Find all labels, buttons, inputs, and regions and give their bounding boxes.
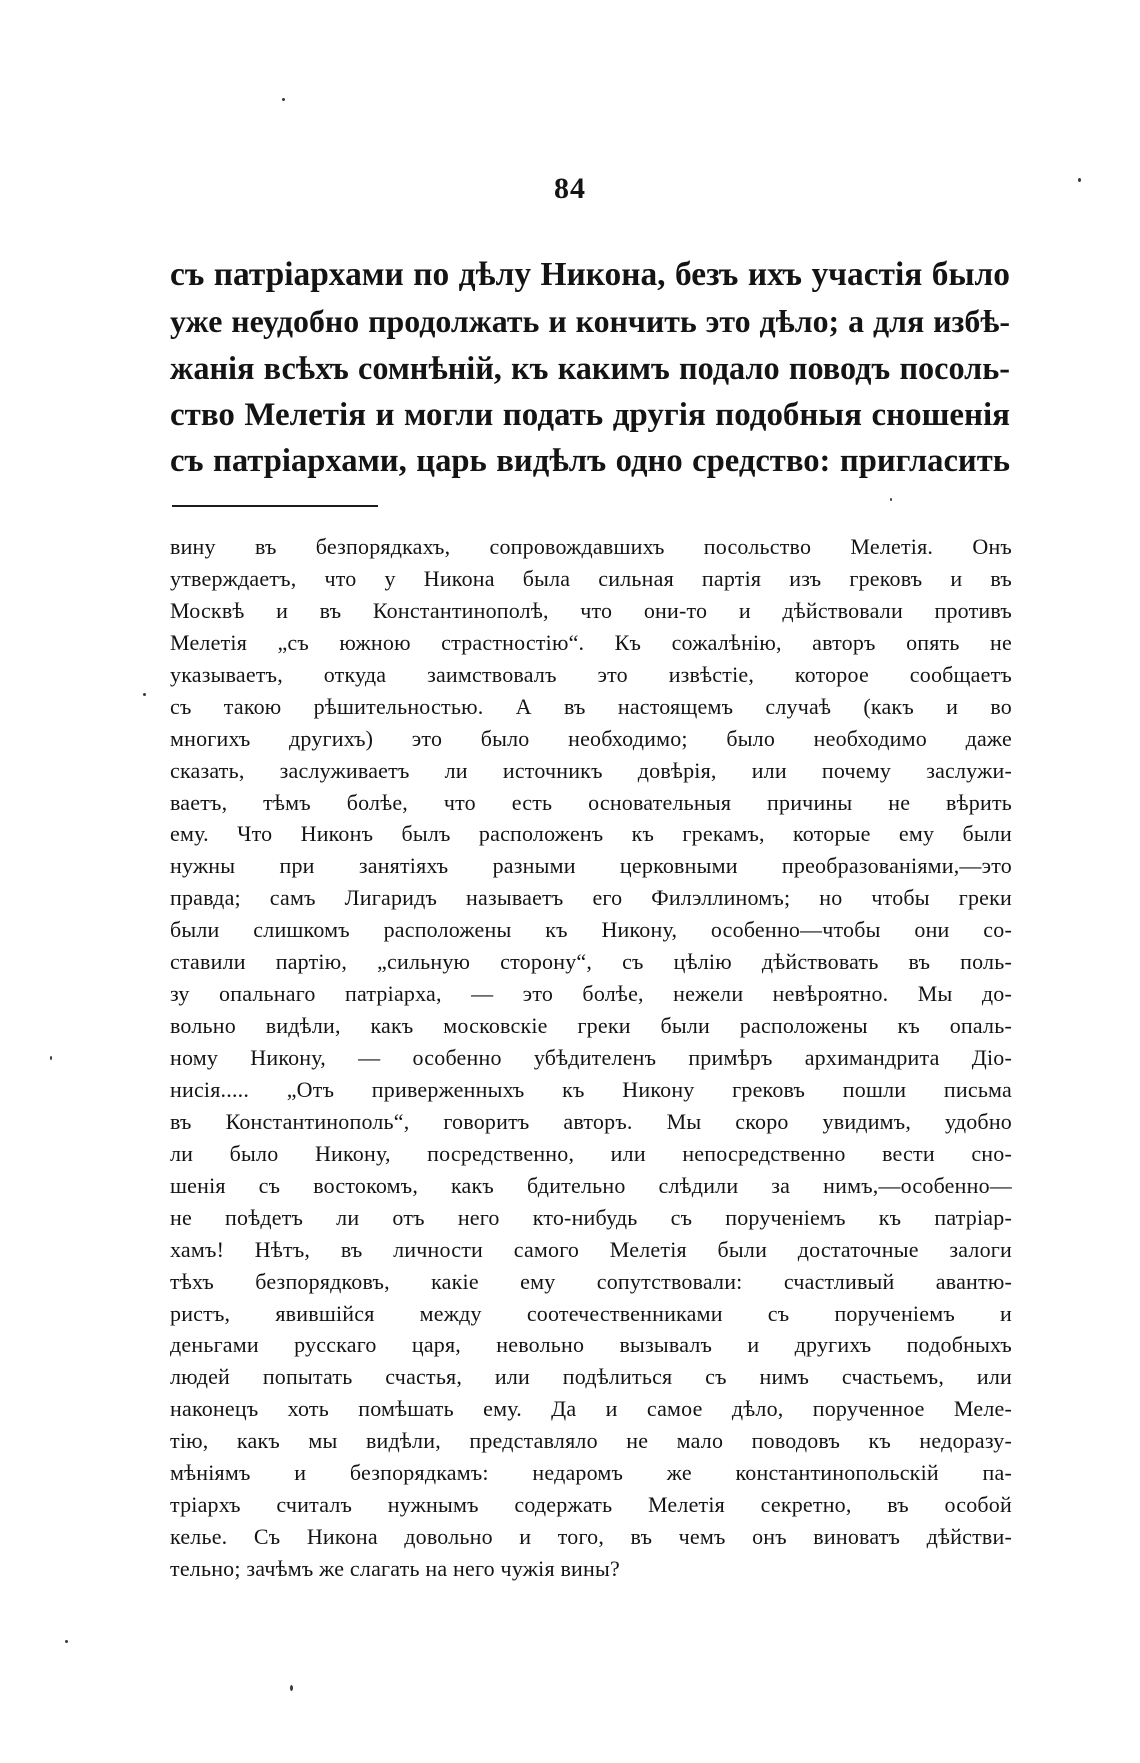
footnote-line: утверждаетъ, что у Никона была сильная партія изъ грековъ и въ (170, 565, 1012, 591)
footnote-line: шенія съ востокомъ, какъ бдительно слѣдили за нимъ,—особенно— (170, 1172, 1012, 1198)
footnote-line: многихъ другихъ) это было необходимо; было необходимо даже (170, 725, 1012, 751)
scan-speck (282, 98, 285, 101)
footnote-line: правда; самъ Лигаридъ называетъ его Филэллиномъ; но чтобы греки (170, 885, 1012, 911)
footnote-line: въ Константинополь“, говоритъ авторъ. Мы скоро увидимъ, удобно (170, 1108, 1012, 1134)
main-text-line: съ патріархами, царь видѣлъ одно средство: пригласить (170, 443, 1010, 479)
footnote-line: вольно видѣли, какъ московскіе греки были расположены къ опаль- (170, 1013, 1012, 1039)
footnote-line: мѣніямъ и безпорядкамъ: недаромъ же константинопольскій па- (170, 1460, 1012, 1486)
scan-speck (50, 1056, 52, 1060)
scan-speck (143, 693, 146, 696)
footnote-line: людей попытать счастья, или подѣлиться съ нимъ счастьемъ, или (170, 1364, 1012, 1390)
main-text-line: съ патріархами по дѣлу Никона, безъ ихъ участія было (170, 256, 1010, 293)
footnote-line: вину въ безпорядкахъ, сопровождавшихъ посольство Мелетія. Онъ (170, 534, 1012, 559)
footnote-line: ному Никону, — особенно убѣдителенъ примѣръ архимандрита Діо- (170, 1045, 1012, 1070)
footnote-line: деньгами русскаго царя, невольно вызывалъ и другихъ подобныхъ (170, 1332, 1012, 1358)
scan-speck (290, 1685, 293, 1691)
footnote-line: указываетъ, откуда заимствовалъ это извѣстіе, которое сообщаетъ (170, 661, 1012, 687)
footnote-text (170, 531, 1012, 1585)
footnote-line: не поѣдетъ ли отъ него кто-нибудь съ порученіемъ къ патріар- (170, 1204, 1012, 1230)
footnote-line: нисія..... „Отъ приверженныхъ къ Никону грековъ пошли письма (170, 1076, 1012, 1102)
footnote-line: наконецъ хоть помѣшать ему. Да и самое дѣло, порученное Меле- (170, 1396, 1012, 1422)
footnote-line: ваетъ, тѣмъ болѣе, что есть основательныя причины не вѣрить (170, 789, 1012, 815)
footnote-line: тріархъ считалъ нужнымъ содержать Мелетія секретно, въ особой (170, 1492, 1012, 1518)
footnote-line: ставили партію, „сильную сторону“, съ цѣлію дѣйствовать въ поль- (170, 949, 1012, 975)
footnote-line: Москвѣ и въ Константинополѣ, что они-то и дѣйствовали противъ (170, 597, 1012, 623)
main-text-line: ство Мелетія и могли подать другія подобныя сношенія (170, 396, 1010, 433)
footnote-line: съ такою рѣшительностью. А въ настоящемъ случаѣ (какъ и во (170, 693, 1012, 719)
footnote-line: хамъ! Нѣтъ, въ личности самого Мелетія были достаточные залоги (170, 1236, 1012, 1262)
footnote-line: были слишкомъ расположены къ Никону, особенно—чтобы они со- (170, 917, 1012, 943)
scan-speck (65, 1640, 68, 1643)
footnote-line: нужны при занятіяхъ разными церковными преобразованіями,—это (170, 853, 1012, 879)
footnote-line: ли было Никону, посредственно, или непосредственно вести сно- (170, 1140, 1012, 1166)
footnote-line: тѣхъ безпорядковъ, какіе ему сопутствовали: счастливый авантю- (170, 1268, 1012, 1294)
page-number: 84 (554, 172, 586, 205)
footnote-line: ему. Что Никонъ былъ расположенъ къ грекамъ, которые ему были (170, 821, 1012, 847)
main-text-line: уже неудобно продолжать и кончить это дѣло; а для избѣ- (170, 303, 1010, 339)
footnote-line: ристъ, явившійся между соотечественниками съ порученіемъ и (170, 1300, 1012, 1326)
footnote-separator (172, 505, 378, 507)
footnote-line: Мелетія „съ южною страстностію“. Къ сожалѣнію, авторъ опять не (170, 629, 1012, 655)
scan-speck (1078, 178, 1081, 182)
footnote-line: келье. Съ Никона довольно и того, въ чемъ онъ виноватъ дѣйстви- (170, 1524, 1012, 1550)
scan-speck (890, 498, 892, 501)
footnote-line: сказать, заслуживаетъ ли источникъ довѣрія, или почему заслужи- (170, 757, 1012, 783)
main-text-line: жанія всѣхъ сомнѣній, къ какимъ подало поводъ посоль- (170, 350, 1010, 386)
footnote-line: тельно; зачѣмъ же слагать на него чужія вины? (170, 1556, 620, 1581)
footnote-line: тію, какъ мы видѣли, представляло не мало поводовъ къ недоразу- (170, 1428, 1012, 1454)
main-text (170, 252, 1010, 485)
footnote-line: зу опальнаго патріарха, — это болѣе, нежели невѣроятно. Мы до- (170, 981, 1012, 1007)
